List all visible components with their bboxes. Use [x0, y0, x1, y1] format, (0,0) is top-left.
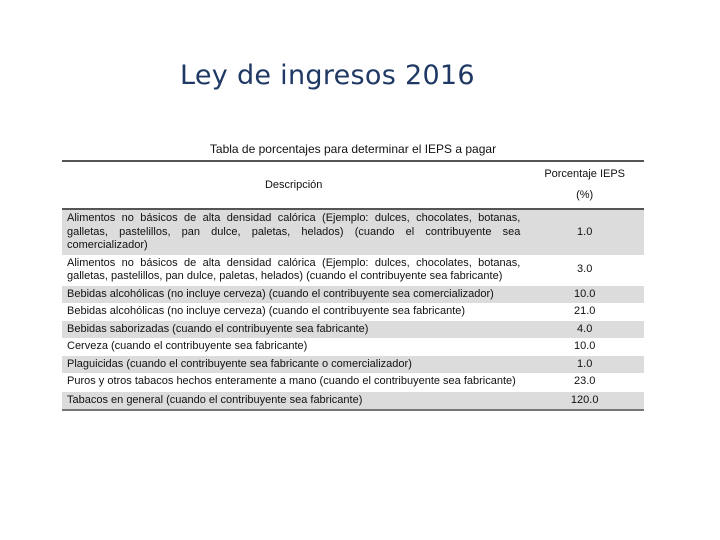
- row-percent: 21.0: [525, 303, 644, 321]
- table-row: [62, 286, 644, 304]
- ieps-percentage-table: [62, 160, 644, 411]
- slide-title: Ley de ingresos 2016: [180, 60, 475, 91]
- row-description: Alimentos no básicos de alta densidad calórica (Ejemplo: dulces, chocolates, botanas, galletas, pastelillos, pan dulce, paletas, helados) (cuando el contribuyente sea comercializador): [62, 209, 525, 255]
- header-percent-line2: (%): [576, 189, 594, 201]
- table-row: [62, 373, 644, 391]
- table-caption: Tabla de porcentajes para determinar el IEPS a pagar: [209, 142, 497, 156]
- row-percent: 23.0: [525, 373, 644, 391]
- row-percent: 10.0: [525, 286, 644, 304]
- row-percent: 4.0: [525, 321, 644, 339]
- table-row: [62, 338, 644, 356]
- table-row: [62, 255, 644, 286]
- row-description: Cerveza (cuando el contribuyente sea fabricante): [62, 338, 525, 356]
- row-description: Bebidas alcohólicas (no incluye cerveza) (cuando el contribuyente sea fabricante): [62, 303, 525, 321]
- table-row: [62, 321, 644, 339]
- row-percent: 3.0: [525, 255, 644, 286]
- header-description: Descripción: [62, 161, 525, 209]
- row-percent: 10.0: [525, 338, 644, 356]
- row-percent: 120.0: [525, 391, 644, 410]
- table-row: [62, 209, 644, 255]
- row-description: Plaguicidas (cuando el contribuyente sea fabricante o comercializador): [62, 356, 525, 374]
- row-description: Bebidas alcohólicas (no incluye cerveza) (cuando el contribuyente sea comercializador): [62, 286, 525, 304]
- header-percent-line1: Porcentaje IEPS: [544, 168, 626, 180]
- table-row: [62, 356, 644, 374]
- row-description: Tabacos en general (cuando el contribuyente sea fabricante): [62, 391, 525, 410]
- row-description: Bebidas saborizadas (cuando el contribuyente sea fabricante): [62, 321, 525, 339]
- table-header-row: [62, 161, 644, 209]
- table-row: [62, 391, 644, 410]
- row-percent: 1.0: [525, 209, 644, 255]
- row-description: Alimentos no básicos de alta densidad calórica (Ejemplo: dulces, chocolates, botanas, galletas, pastelillos, pan dulce, paletas, helados) (cuando el contribuyente sea fabricante): [62, 255, 525, 286]
- table-row: [62, 303, 644, 321]
- row-description: Puros y otros tabacos hechos enteramente a mano (cuando el contribuyente sea fabricante): [62, 373, 525, 391]
- row-percent: 1.0: [525, 356, 644, 374]
- header-percent: [525, 161, 644, 209]
